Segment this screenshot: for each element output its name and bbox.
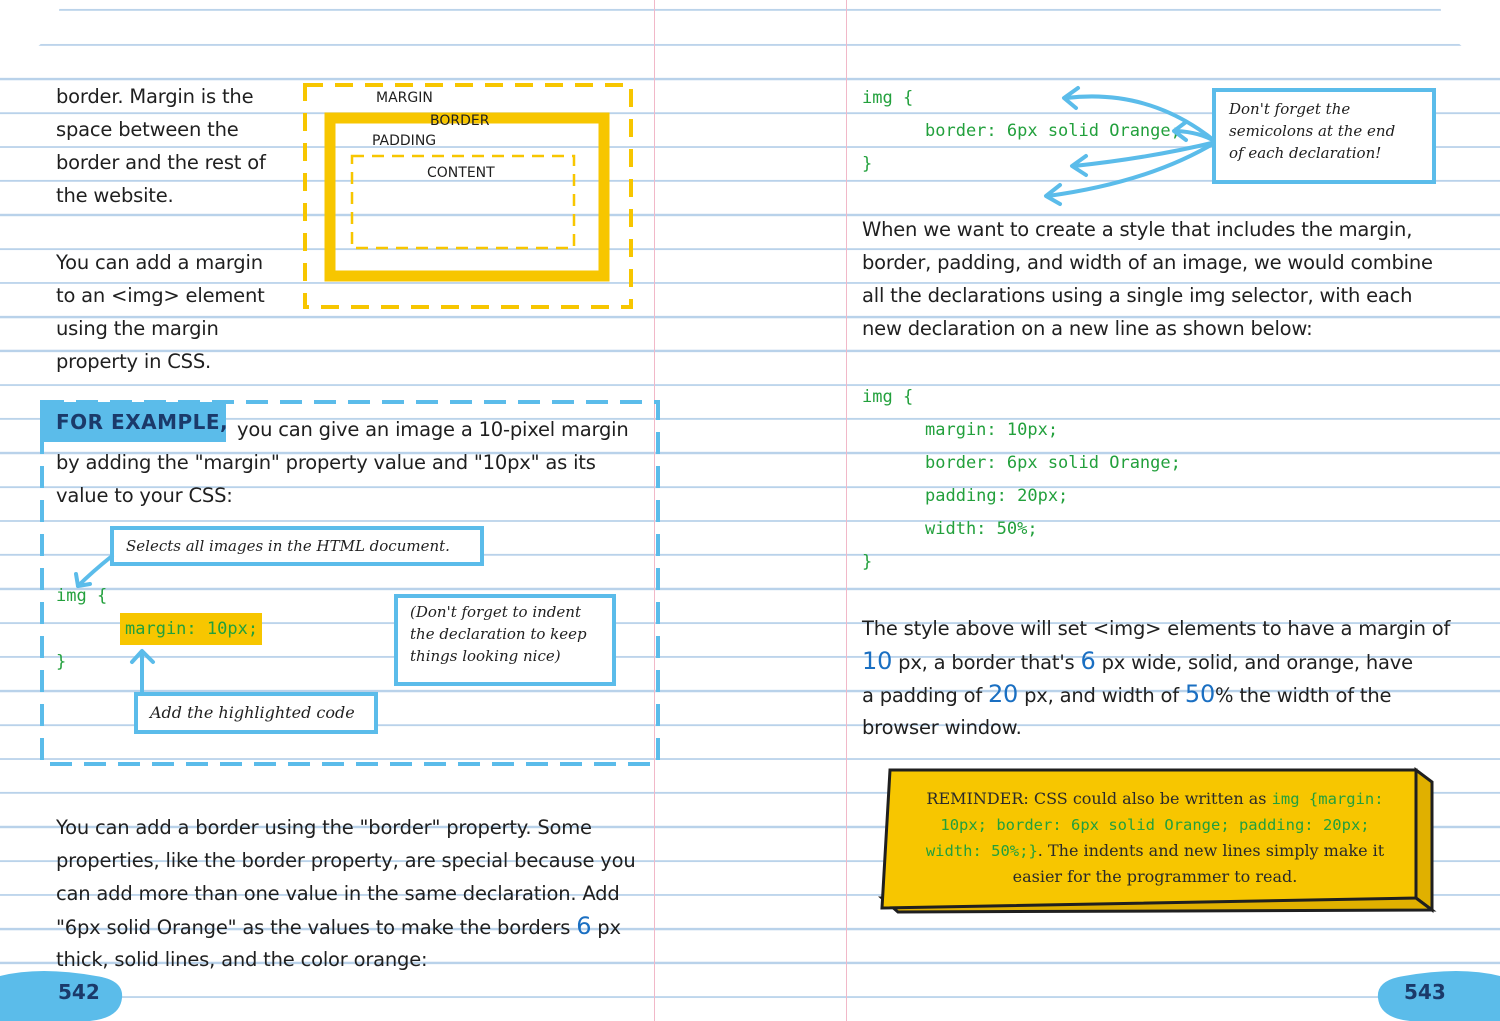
width-number: 50 xyxy=(1184,680,1216,708)
left-para1-line2: space between the xyxy=(56,118,239,141)
semicolon-note-line3: of each declaration! xyxy=(1229,144,1382,162)
left-para1-line3: border and the rest of xyxy=(56,151,266,174)
left-para1-line4: the website. xyxy=(56,184,174,207)
example-line2: by adding the "margin" property value and "10px" as its xyxy=(56,451,596,474)
reminder-text xyxy=(920,786,1390,889)
diagram-padding-label: PADDING xyxy=(372,133,437,149)
arrow-to-highlight-icon xyxy=(128,646,158,696)
right-para2-line2 xyxy=(862,645,1413,679)
example-code-close: } xyxy=(56,652,67,672)
right-para2-line3 xyxy=(862,678,1391,712)
left-para2-line4: property in CSS. xyxy=(56,350,212,373)
example-line3: value to your CSS: xyxy=(56,484,233,507)
left-para3-line4-unit: px xyxy=(597,916,621,939)
code2-open: img { xyxy=(862,387,914,407)
code2-border: border: 6px solid Orange; xyxy=(925,453,1181,473)
border-width-number: 6 xyxy=(576,912,592,940)
left-para1-line1: border. Margin is the xyxy=(56,85,254,108)
diagram-border-label: BORDER xyxy=(430,113,490,129)
code1-border: border: 6px solid Orange; xyxy=(925,121,1181,141)
left-page-number: 542 xyxy=(58,980,100,1004)
corner-top-left xyxy=(0,0,60,60)
highlight-note: Add the highlighted code xyxy=(150,703,355,722)
right-para1-line2: border, padding, and width of an image, we would combine xyxy=(862,251,1433,274)
reminder-prefix: REMINDER: CSS could also be written as xyxy=(926,789,1267,808)
semicolon-arrows xyxy=(1040,80,1230,210)
right-para2-line2-a: px, a border that's xyxy=(898,651,1075,674)
margin-number: 10 xyxy=(862,647,893,675)
right-margin-line xyxy=(846,0,847,1021)
right-para1-line4: new declaration on a new line as shown below: xyxy=(862,317,1313,340)
right-para2-line3-b: px, and width of xyxy=(1024,684,1179,707)
code2-width: width: 50%; xyxy=(925,519,1038,539)
corner-top-right xyxy=(1440,0,1500,60)
indent-note-line1: (Don't forget to indent xyxy=(410,603,581,621)
diagram-margin-label: MARGIN xyxy=(376,90,433,106)
example-code-margin: margin: 10px; xyxy=(125,619,259,639)
left-para2-line1: You can add a margin xyxy=(56,251,263,274)
right-para2-line3-c: % the width of the xyxy=(1215,684,1392,707)
left-para2-line2: to an <img> element xyxy=(56,284,265,307)
left-para3-line1: You can add a border using the "border" property. Some xyxy=(56,816,592,839)
semicolon-note-line2: semicolons at the end xyxy=(1229,122,1396,140)
indent-note-line3: things looking nice) xyxy=(410,647,561,665)
code2-margin: margin: 10px; xyxy=(925,420,1059,440)
diagram-content-label: CONTENT xyxy=(427,165,495,181)
left-para3-line2: properties, like the border property, are special because you xyxy=(56,849,636,872)
left-para2-line3: using the margin xyxy=(56,317,219,340)
reminder-code: img {margin: 10px; border: 6px solid Orange; padding: 20px; width: 50%;} xyxy=(925,790,1384,860)
left-para3-line5: thick, solid lines, and the color orange: xyxy=(56,948,428,971)
code2-padding: padding: 20px; xyxy=(925,486,1069,506)
left-para3-line4 xyxy=(56,910,621,944)
indent-note-line2: the declaration to keep xyxy=(410,625,587,643)
border-number: 6 xyxy=(1080,647,1096,675)
code1-open: img { xyxy=(862,88,914,108)
semicolon-note-line1: Don't forget the xyxy=(1229,100,1351,118)
left-para3-line3: can add more than one value in the same declaration. Add xyxy=(56,882,620,905)
example-code-open: img { xyxy=(56,586,108,606)
example-tag: FOR EXAMPLE, xyxy=(56,410,229,434)
reminder-suffix: . The indents and new lines simply make it easier for the programmer to read. xyxy=(1012,841,1385,886)
right-para2-line3-a: a padding of xyxy=(862,684,982,707)
right-para2-line1: The style above will set <img> elements to have a margin of xyxy=(862,617,1451,640)
example-line1: you can give an image a 10-pixel margin xyxy=(237,418,629,441)
right-page-number: 543 xyxy=(1404,980,1446,1004)
selects-note: Selects all images in the HTML document. xyxy=(126,537,450,555)
right-para1-line1: When we want to create a style that includes the margin, xyxy=(862,218,1413,241)
right-para2-line2-b: px wide, solid, and orange, have xyxy=(1101,651,1413,674)
code1-close: } xyxy=(862,154,873,174)
left-para3-line4-text: "6px solid Orange" as the values to make the borders xyxy=(56,916,571,939)
right-para1-line3: all the declarations using a single img selector, with each xyxy=(862,284,1413,307)
padding-number: 20 xyxy=(987,680,1019,708)
right-para2-line4: browser window. xyxy=(862,716,1022,739)
code2-close: } xyxy=(862,552,873,572)
